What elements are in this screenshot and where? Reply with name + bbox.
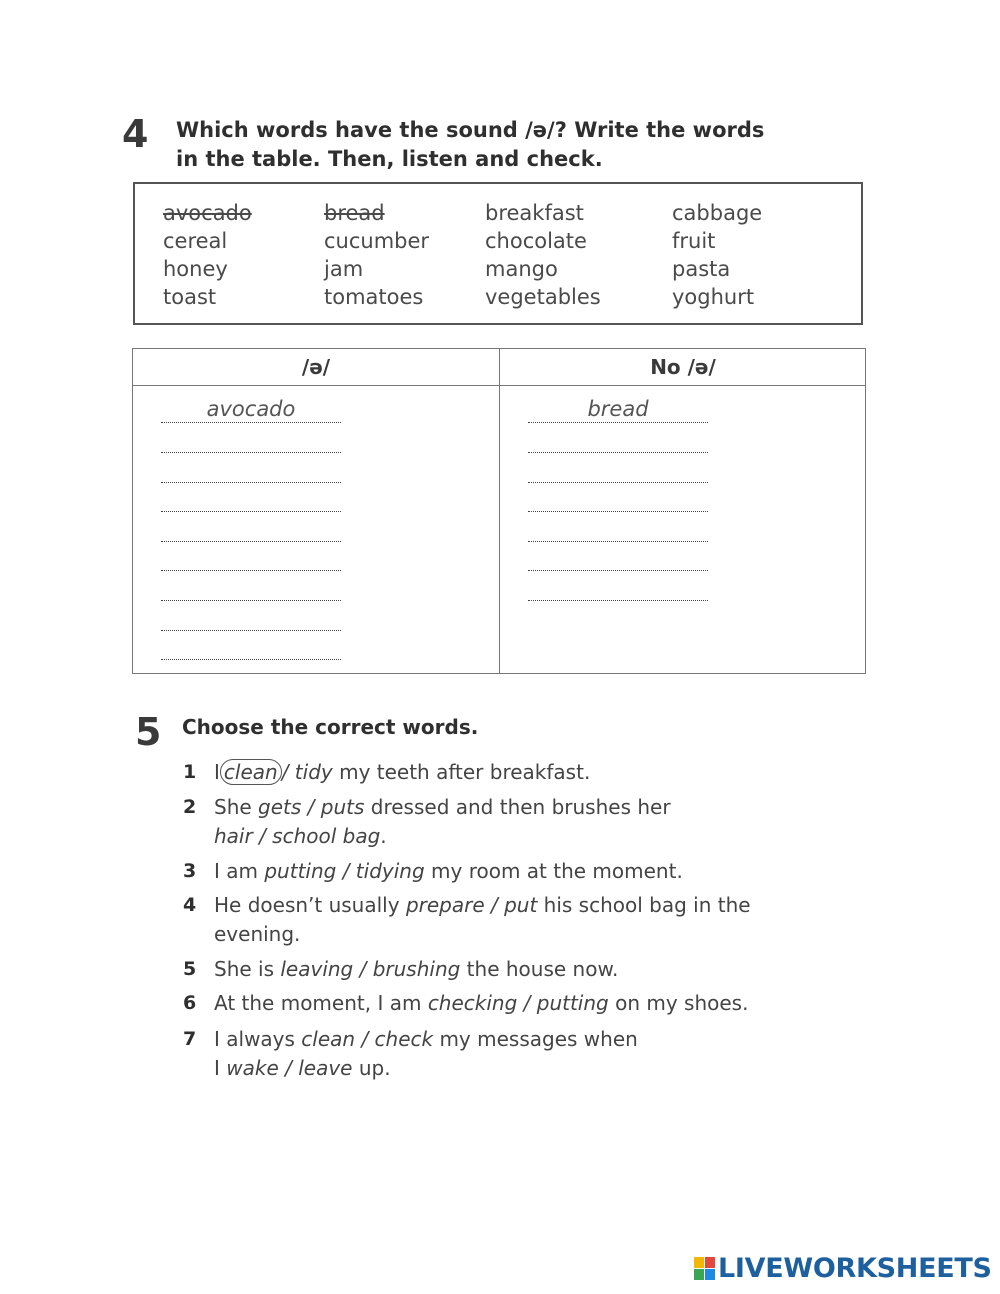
item-5-part: She is [214,957,281,981]
item-1-option[interactable]: / tidy [281,760,333,784]
answer-blank-no-schwa-7[interactable] [528,600,708,601]
liveworksheets-logo-icon [694,1257,716,1281]
answer-blank-schwa-9[interactable] [161,659,341,660]
item-4-number: 4 [183,894,197,916]
word-pasta: pasta [672,257,731,281]
item-4-text [214,891,751,949]
word-fruit: fruit [672,229,716,253]
item-6-part: At the moment, I am [214,991,428,1015]
item-3-options[interactable]: putting / tidying [264,859,425,883]
liveworksheets-logo-text: LIVEWORKSHEETS [718,1253,992,1284]
word-honey: honey [163,257,228,281]
item-2-number: 2 [183,796,197,818]
item-1-part: I [214,760,220,784]
item-6-part: on my shoes. [608,991,749,1015]
exercise-4-title-line2: in the table. Then, listen and check. [176,147,603,171]
answer-table [132,348,866,674]
item-7-part: my messages when [433,1027,638,1051]
answer-example-no-schwa: bread [587,397,649,421]
item-2-text [214,793,671,851]
item-5-options[interactable]: leaving / brushing [280,957,461,981]
word-cereal: cereal [163,229,228,253]
item-5-part: the house now. [460,957,619,981]
answer-blank-schwa-1[interactable] [161,422,341,423]
word-cabbage: cabbage [672,201,763,225]
item-7-options[interactable]: clean / check [301,1027,434,1051]
item-2-part: dressed and then brushes her [364,795,671,819]
item-4-part: He doesn’t usually [214,893,406,917]
item-7-number: 7 [183,1028,197,1050]
answer-blank-no-schwa-6[interactable] [528,570,708,571]
answer-blank-schwa-2[interactable] [161,452,341,453]
item-3-number: 3 [183,860,197,882]
answer-blank-schwa-4[interactable] [161,511,341,512]
item-4-options[interactable]: prepare / put [405,893,538,917]
item-7-part: I [214,1056,227,1080]
answer-blank-schwa-8[interactable] [161,630,341,631]
word-yoghurt: yoghurt [672,285,755,309]
item-3-part: I am [214,859,265,883]
word-vegetables: vegetables [485,285,601,309]
item-1-text [214,758,590,787]
item-1-part: my teeth after breakfast. [332,760,591,784]
header-schwa: /ə/ [301,355,331,379]
answer-blank-no-schwa-5[interactable] [528,541,708,542]
exercise-5-title: Choose the correct words. [182,715,479,739]
item-7-options-b[interactable]: wake / leave [226,1056,353,1080]
answer-blank-schwa-6[interactable] [161,570,341,571]
header-no-schwa: No /ə/ [650,355,716,379]
item-3-part: my room at the moment. [424,859,683,883]
exercise-4-number: 4 [122,112,149,156]
item-4-part: his school bag in the [537,893,751,917]
answer-blank-no-schwa-3[interactable] [528,482,708,483]
item-6-text [214,989,748,1018]
answer-blank-schwa-3[interactable] [161,482,341,483]
word-mango: mango [485,257,558,281]
word-bread: bread [324,201,385,225]
answer-blank-schwa-5[interactable] [161,541,341,542]
table-divider [499,349,500,673]
answer-blank-no-schwa-1[interactable] [528,422,708,423]
word-chocolate: chocolate [485,229,587,253]
item-2-options-b[interactable]: hair / school bag [214,824,381,848]
item-3-text [214,857,683,886]
item-2-part: She [214,795,259,819]
word-tomatoes: tomatoes [324,285,424,309]
item-5-text [214,955,618,984]
item-2-part: . [380,824,387,848]
exercise-4-title-line1: Which words have the sound /ə/? Write the words [176,118,765,142]
item-1-number: 1 [183,761,197,783]
item-1-circled-choice[interactable]: clean [220,759,282,785]
answer-example-schwa: avocado [206,397,296,421]
item-2-options[interactable]: gets / puts [258,795,365,819]
table-header-line [133,385,865,386]
item-6-number: 6 [183,992,197,1014]
word-jam: jam [324,257,364,281]
answer-blank-no-schwa-2[interactable] [528,452,708,453]
answer-blank-schwa-7[interactable] [161,600,341,601]
item-5-number: 5 [183,958,197,980]
word-avocado: avocado [163,201,252,225]
item-4-part: evening. [214,922,301,946]
exercise-5-number: 5 [135,710,162,754]
item-7-part: I always [214,1027,302,1051]
word-box [133,182,863,325]
item-7-part: up. [352,1056,391,1080]
answer-blank-no-schwa-4[interactable] [528,511,708,512]
item-6-options[interactable]: checking / putting [427,991,609,1015]
word-breakfast: breakfast [485,201,584,225]
word-cucumber: cucumber [324,229,430,253]
word-toast: toast [163,285,217,309]
item-7-text [214,1025,638,1083]
exercise-4-title [176,116,764,174]
